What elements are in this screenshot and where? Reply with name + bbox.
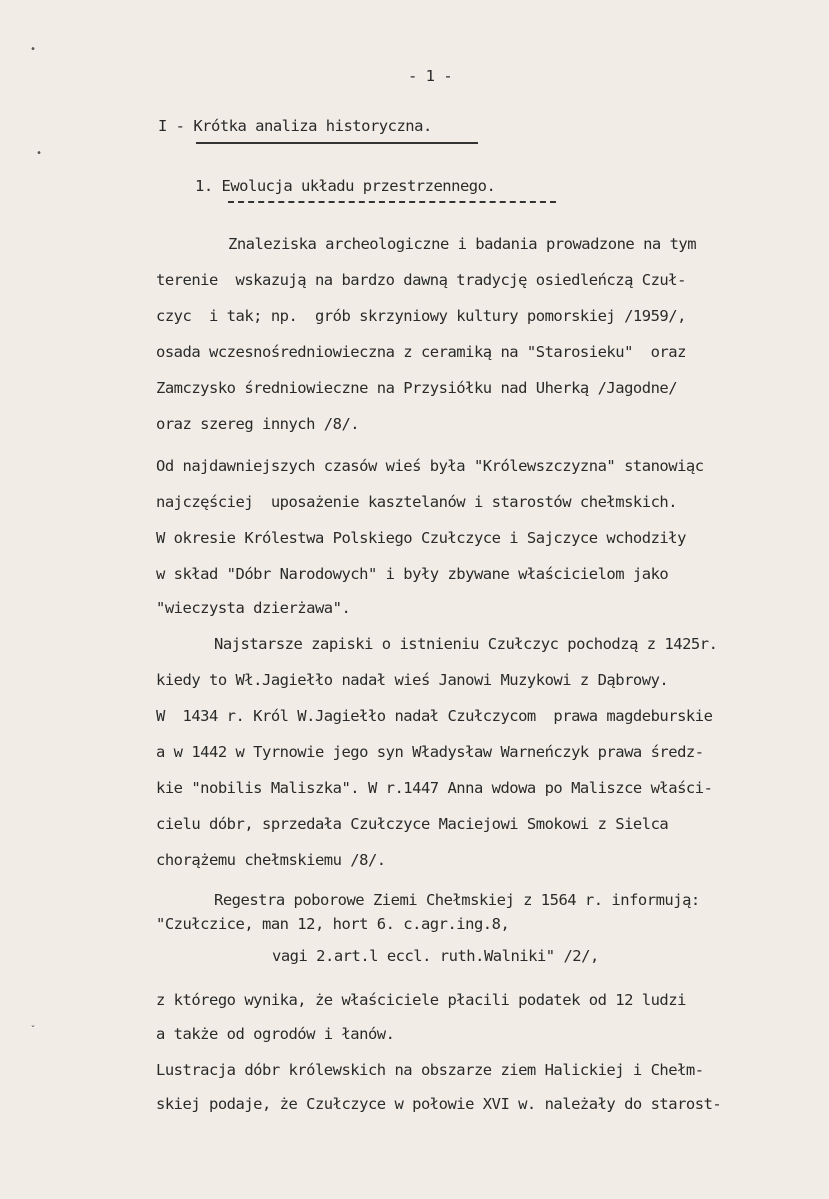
text-line: kiedy to Wł.Jagiełło nadał wieś Janowi Muzykowi z Dąbrowy. — [156, 671, 669, 689]
scan-speck: • — [36, 148, 43, 159]
text-line: terenie wskazują na bardzo dawną tradycję osiedleńczą Czuł- — [156, 271, 686, 289]
text-line: "Czułczice, man 12, hort 6. c.agr.ing.8, — [156, 915, 510, 933]
text-line: a także od ogrodów i łanów. — [156, 1025, 395, 1043]
subsection-heading: 1. Ewolucja układu przestrzennego. — [195, 177, 496, 195]
scan-speck: ˇ — [30, 1025, 37, 1036]
subsection-heading-underline — [228, 201, 556, 203]
text-line: w skład "Dóbr Narodowych" i były zbywane właścicielom jako — [156, 565, 669, 583]
text-line: czyc i tak; np. grób skrzyniowy kultury pomorskiej /1959/, — [156, 307, 686, 325]
text-line: osada wczesnośredniowieczna z ceramiką na "Starosieku" oraz — [156, 343, 686, 361]
text-line: a w 1442 w Tyrnowie jego syn Władysław Warneńczyk prawa średz- — [156, 743, 704, 761]
text-line: Od najdawniejszych czasów wieś była "Królewszczyzna" stanowiąc — [156, 457, 704, 475]
text-line: Regestra poborowe Ziemi Chełmskiej z 1564 r. informują: — [214, 891, 700, 909]
text-line: Znaleziska archeologiczne i badania prowadzone na tym — [228, 235, 697, 253]
text-line: Zamczysko średniowieczne na Przysiółku nad Uherką /Jagodne/ — [156, 379, 678, 397]
text-line: Najstarsze zapiski o istnieniu Czułczyc pochodzą z 1425r. — [214, 635, 718, 653]
text-line: oraz szereg innych /8/. — [156, 415, 360, 433]
section-heading: I - Krótka analiza historyczna. — [158, 117, 432, 135]
text-line: "wieczysta dzierżawa". — [156, 599, 351, 617]
section-heading-underline — [196, 142, 478, 144]
text-line: kie "nobilis Maliszka". W r.1447 Anna wdowa po Maliszce właści- — [156, 779, 713, 797]
text-line: z którego wynika, że właściciele płacili podatek od 12 ludzi — [156, 991, 686, 1009]
text-line: chorążemu chełmskiemu /8/. — [156, 851, 386, 869]
text-line: najczęściej uposażenie kasztelanów i starostów chełmskich. — [156, 493, 678, 511]
text-line: W 1434 r. Król W.Jagiełło nadał Czułczycom prawa magdeburskie — [156, 707, 713, 725]
text-line: skiej podaje, że Czułczyce w połowie XVI w. należały do starost- — [156, 1095, 722, 1113]
scan-speck: • — [30, 44, 37, 55]
text-line: vagi 2.art.l eccl. ruth.Walniki" /2/, — [272, 947, 599, 965]
page-number: - 1 - — [408, 67, 453, 85]
text-line: cielu dóbr, sprzedała Czułczyce Maciejowi Smokowi z Sielca — [156, 815, 669, 833]
text-line: W okresie Królestwa Polskiego Czułczyce i Sajczyce wchodziły — [156, 529, 686, 547]
text-line: Lustracja dóbr królewskich na obszarze ziem Halickiej i Chełm- — [156, 1061, 704, 1079]
